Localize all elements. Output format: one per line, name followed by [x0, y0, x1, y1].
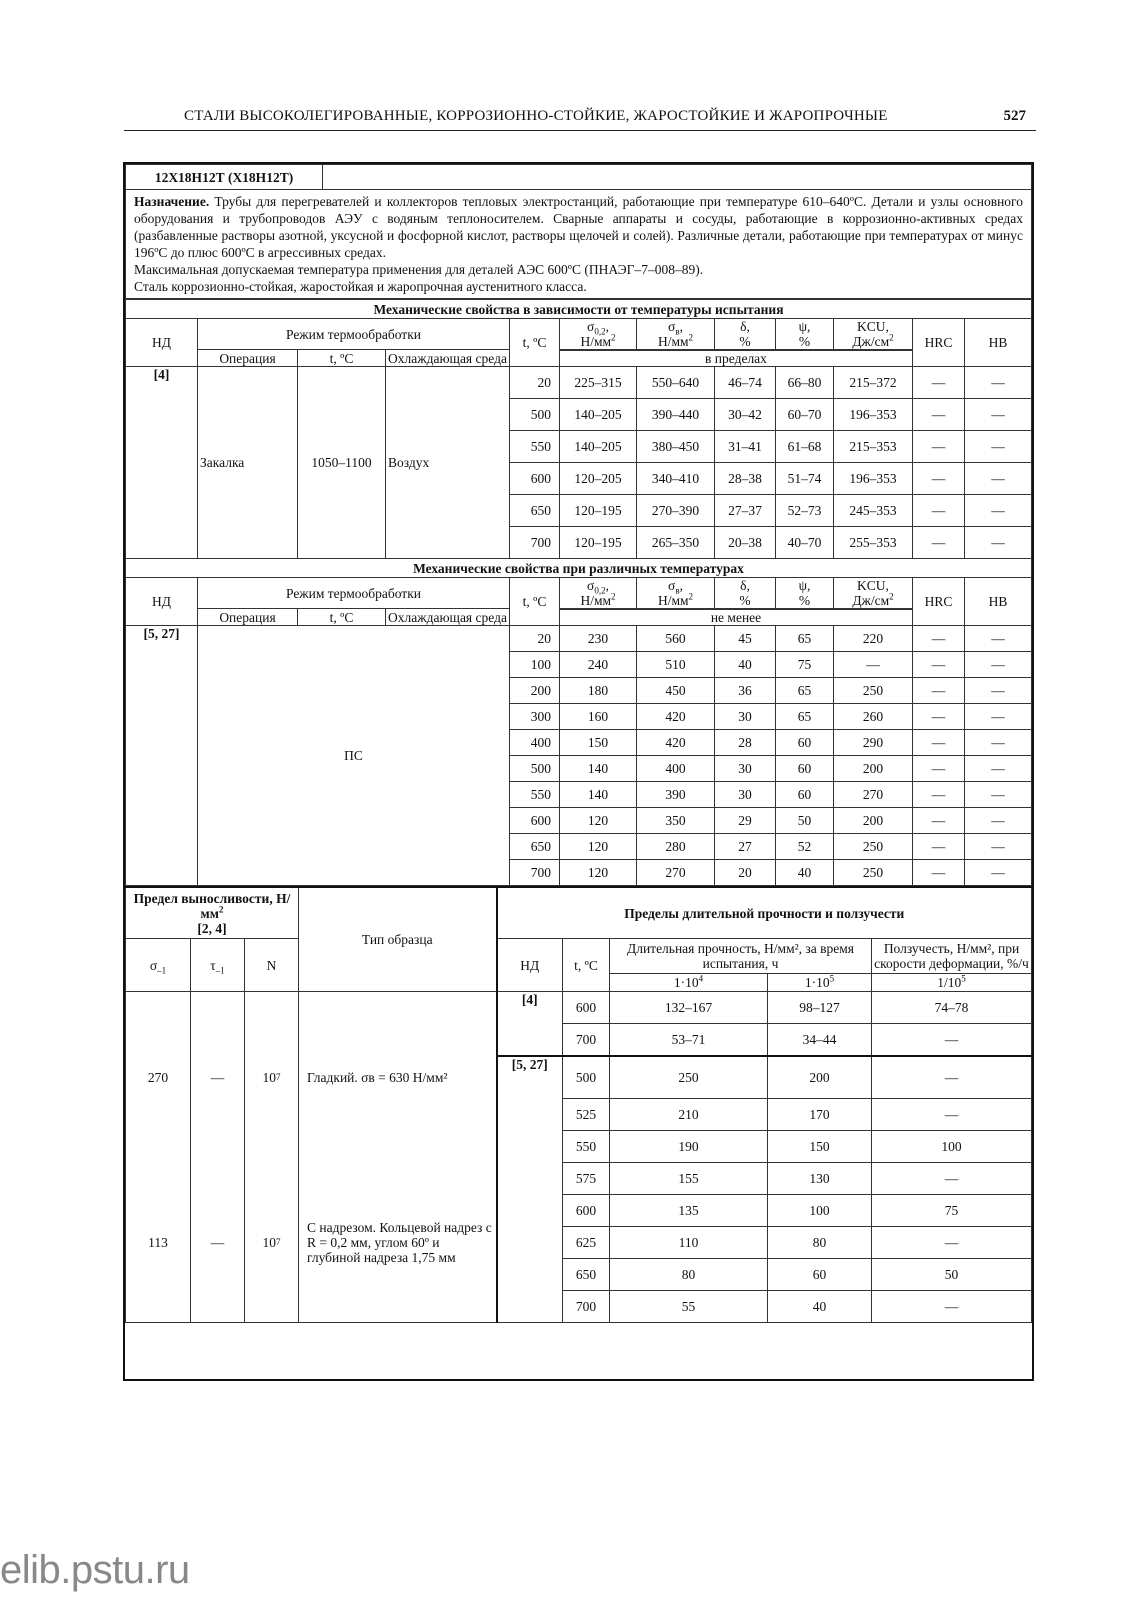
s2-cell: 120 [560, 808, 637, 834]
steel-grade: 12Х18Н12Т (Х18Н12Т) [126, 165, 323, 190]
s3-cell: 80 [610, 1259, 768, 1291]
s3-n: 10 7 10 7 [245, 992, 299, 1323]
s3-cell: 75 [872, 1195, 1032, 1227]
s3-cell: 74–78 [872, 992, 1032, 1024]
h-op: Операция [198, 350, 298, 367]
s1-title: Механические свойства в зависимости от температуры испытания [126, 300, 1032, 319]
s3-cell: 650 [563, 1259, 610, 1291]
s2-cell: — [913, 756, 965, 782]
h-hb: HB [965, 319, 1032, 367]
s2-cell: 40 [715, 652, 776, 678]
s3-cell: 100 [872, 1131, 1032, 1163]
s2-cell: 120 [560, 860, 637, 886]
s1-cell: 28–38 [715, 463, 776, 495]
fatigue-title: Предел выносливости, $Н/мм^2$ [2, 4] [126, 887, 299, 939]
s2-cell: 270 [834, 782, 913, 808]
s1-cell: 215–372 [834, 367, 913, 399]
s2-cell: 30 [715, 756, 776, 782]
h2-delta: δ, % [715, 578, 776, 609]
s1-cell: — [913, 399, 965, 431]
s2-cell: — [965, 834, 1032, 860]
s2-cell: 65 [776, 626, 834, 652]
s1-cell: 120–195 [560, 527, 637, 559]
s3-cell: 700 [563, 1291, 610, 1323]
h-t: t, ºС [298, 350, 386, 367]
s2-cell: 240 [560, 652, 637, 678]
s2-cell: 65 [776, 704, 834, 730]
s2-body [126, 626, 1032, 886]
s2-cell: 65 [776, 678, 834, 704]
s1-cell: — [965, 495, 1032, 527]
s1-cell: 31–41 [715, 431, 776, 463]
h-kcu: KCU, $Дж/см^2$ [834, 319, 913, 350]
s1-cell: — [965, 367, 1032, 399]
h3-header: $1/10^5$ [872, 973, 1032, 991]
s2-nd: [5, 27] [126, 626, 198, 886]
h-delta: δ, % [715, 319, 776, 350]
s2-cell: 250 [834, 834, 913, 860]
h-s02: $\sigma_{0,2}$, $Н/мм^2$ [560, 319, 637, 350]
s2-cell: 120 [560, 834, 637, 860]
s1-cell: 61–68 [776, 431, 834, 463]
s2-cell: — [913, 834, 965, 860]
s2-cell: 700 [510, 860, 560, 886]
h2-cool: Охлаждающая среда [386, 609, 510, 626]
h1-header: $1\cdot 10^4$ [610, 973, 768, 991]
s2-cell: — [913, 860, 965, 886]
s3-cell: 150 [768, 1131, 872, 1163]
s2-cell: 420 [637, 704, 715, 730]
s2-cell: — [965, 782, 1032, 808]
s1-cell: — [965, 527, 1032, 559]
sig-header: $\sigma_{-1}$ [126, 939, 191, 992]
s2-cell: 300 [510, 704, 560, 730]
s3-cell: 98–127 [768, 992, 872, 1024]
s2-cell: 50 [776, 808, 834, 834]
s2-cell: 60 [776, 730, 834, 756]
running-title: СТАЛИ ВЫСОКОЛЕГИРОВАННЫЕ, КОРРОЗИОННО-СТОЙКИЕ, ЖАРОСТОЙКИЕ И ЖАРОПРОЧНЫЕ [184, 108, 888, 124]
s2-cell: — [965, 860, 1032, 886]
s2-cell: — [965, 756, 1032, 782]
watermark: elib.pstu.ru [0, 1548, 190, 1592]
s1-cell: 600 [510, 463, 560, 495]
s2-cell: 60 [776, 756, 834, 782]
s2-cell: 390 [637, 782, 715, 808]
s2-cell: 200 [834, 756, 913, 782]
s3-cell: 130 [768, 1163, 872, 1195]
s3-nd-g1: [4] [497, 992, 563, 1057]
s1-limit: в пределах [560, 351, 913, 367]
s3-cell: 60 [768, 1259, 872, 1291]
s3-cell: 550 [563, 1131, 610, 1163]
s1-cell: 120–205 [560, 463, 637, 495]
s2-cell: 600 [510, 808, 560, 834]
purpose-label: Назначение. [134, 194, 210, 209]
max-temp-text: Максимальная допускаемая температура применения для деталей АЭС 600ºС (ПНАЭГ–7–008–89). [134, 262, 704, 277]
s1-body [126, 367, 1032, 559]
s3-cell: 135 [610, 1195, 768, 1227]
s1-cell: 140–205 [560, 431, 637, 463]
s3-cell: 110 [610, 1227, 768, 1259]
s3-cell: 132–167 [610, 992, 768, 1024]
h2-kcu: KCU, $Дж/см^2$ [834, 578, 913, 609]
s1-cell: 225–315 [560, 367, 637, 399]
s3-cell: 53–71 [610, 1024, 768, 1057]
s3-nd-g2: [5, 27] [497, 1056, 563, 1323]
s2-cell: — [913, 704, 965, 730]
s1-cell: 196–353 [834, 463, 913, 495]
type-header: Тип образца [299, 887, 497, 992]
s3-cell: 34–44 [768, 1024, 872, 1057]
class-text: Сталь коррозионно-стойкая, жаростойкая и жаропрочная аустенитного класса. [134, 279, 587, 294]
s1-cell: — [965, 399, 1032, 431]
s2-cell: 450 [637, 678, 715, 704]
s2-cell: 150 [560, 730, 637, 756]
h2-regime: Режим термообработки [198, 578, 510, 609]
s2-cell: — [834, 652, 913, 678]
h2-sv: $\sigma_в$, $Н/мм^2$ [637, 578, 715, 609]
purpose-text: Трубы для перегревателей и коллекторов тепловых электростанций, работающие при температуре 610–640ºС. Детали и узлы основного оборудования и трубопроводов АЭУ с водяным теплоносителем. Сварные аппараты и сосуды, работающие в коррозионно-активных средах (разбавленные растворы азотной, уксусной и фосфорной кислот, растворы щелочей и солей). Различные детали, работающие при температурах от минус 196ºС до плюс 600ºС в агрессивных средах. [134, 194, 1023, 260]
s2-cell: 290 [834, 730, 913, 756]
s2-title: Механические свойства при различных температурах [126, 559, 1032, 578]
s2-regime: ПС [198, 626, 510, 886]
s3-cell: 210 [610, 1099, 768, 1131]
s1-cell: 550–640 [637, 367, 715, 399]
s2-cell: 400 [510, 730, 560, 756]
s1-cell: — [913, 495, 965, 527]
mech-properties-table [125, 299, 1032, 886]
s1-cell: — [965, 463, 1032, 495]
s2-cell: — [965, 730, 1032, 756]
s1-cell: 46–74 [715, 367, 776, 399]
s3-cell: 190 [610, 1131, 768, 1163]
s1-op: Закалка [198, 367, 298, 559]
s1-cell: — [913, 527, 965, 559]
s2-limit: не менее [560, 610, 913, 626]
s3-cell: 155 [610, 1163, 768, 1195]
s3-cell: 600 [563, 1195, 610, 1227]
s1-cell: 340–410 [637, 463, 715, 495]
t3-header: t, ºС [563, 939, 610, 992]
h-hrc: HRC [913, 319, 965, 367]
s1-cell: 245–353 [834, 495, 913, 527]
s3-body [126, 992, 1032, 1323]
s2-cell: 400 [637, 756, 715, 782]
s1-cell: 380–450 [637, 431, 715, 463]
s3-cell: 625 [563, 1227, 610, 1259]
s3-cell: 55 [610, 1291, 768, 1323]
s1-cell: — [965, 431, 1032, 463]
s1-cell: — [913, 431, 965, 463]
s3-cell: 525 [563, 1099, 610, 1131]
s1-cell: 500 [510, 399, 560, 431]
s1-cell: 650 [510, 495, 560, 527]
s1-cell: 52–73 [776, 495, 834, 527]
s2-cell: 40 [776, 860, 834, 886]
n-header: N [245, 939, 299, 992]
s2-cell: 140 [560, 782, 637, 808]
s2-cell: 60 [776, 782, 834, 808]
s2-cell: 140 [560, 756, 637, 782]
h2-hrc: HRC [913, 578, 965, 626]
s3-cell: 50 [872, 1259, 1032, 1291]
s1-cell: — [913, 367, 965, 399]
s2-cell: 75 [776, 652, 834, 678]
s2-cell: — [913, 652, 965, 678]
s2-row [126, 626, 1032, 652]
s1-cell: — [913, 463, 965, 495]
s2-cell: 160 [560, 704, 637, 730]
s3-cell: 500 [563, 1056, 610, 1099]
h-psi: ψ, % [776, 319, 834, 350]
s2-cell: 260 [834, 704, 913, 730]
s1-cell: 66–80 [776, 367, 834, 399]
s2-cell: 550 [510, 782, 560, 808]
s2-cell: 280 [637, 834, 715, 860]
s2-cell: 180 [560, 678, 637, 704]
strength-header: Длительная прочность, Н/мм², за время испытания, ч [610, 939, 872, 974]
h2-header: $1\cdot 10^5$ [768, 973, 872, 991]
s1-cell: 120–195 [560, 495, 637, 527]
s2-cell: 250 [834, 678, 913, 704]
creep-header: Ползучесть, Н/мм², при скорости деформации, %/ч [872, 939, 1032, 974]
h-cool: Охлаждающая среда [386, 350, 510, 367]
s1-cell: 140–205 [560, 399, 637, 431]
s3-cell: 700 [563, 1024, 610, 1057]
s3-cell: 80 [768, 1227, 872, 1259]
s2-cell: — [913, 782, 965, 808]
s3-cell: 200 [768, 1056, 872, 1099]
h-nd: НД [126, 319, 198, 367]
s1-cell: 30–42 [715, 399, 776, 431]
s2-cell: 30 [715, 704, 776, 730]
s1-cell: 700 [510, 527, 560, 559]
s2-cell: 250 [834, 860, 913, 886]
s2-cell: 52 [776, 834, 834, 860]
s2-cell: 45 [715, 626, 776, 652]
h2-s02: $\sigma_{0,2}$, $Н/мм^2$ [560, 578, 637, 609]
fatigue-creep-table [125, 886, 1032, 1323]
s1-cell: 215–353 [834, 431, 913, 463]
s1-nd: [4] [126, 367, 198, 559]
h2-t: t, ºС [298, 609, 386, 626]
s3-row [126, 992, 1032, 1024]
running-header [124, 108, 1036, 131]
s3-cell: 600 [563, 992, 610, 1024]
h-sv: $\sigma_в$, $Н/мм^2$ [637, 319, 715, 350]
s2-cell: 200 [834, 808, 913, 834]
s2-cell: 560 [637, 626, 715, 652]
s1-cell: 51–74 [776, 463, 834, 495]
s3-cell: 100 [768, 1195, 872, 1227]
s2-cell: — [913, 730, 965, 756]
s2-cell: 500 [510, 756, 560, 782]
nd3-header: НД [497, 939, 563, 992]
s1-cool: Воздух [386, 367, 510, 559]
s1-cell: 40–70 [776, 527, 834, 559]
s2-cell: 350 [637, 808, 715, 834]
title-blank [323, 165, 1032, 190]
s1-cell: 27–37 [715, 495, 776, 527]
s2-cell: 230 [560, 626, 637, 652]
s2-cell: — [965, 808, 1032, 834]
steel-card [123, 162, 1034, 1381]
h2-psi: ψ, % [776, 578, 834, 609]
s2-cell: 420 [637, 730, 715, 756]
s2-cell: — [965, 704, 1032, 730]
s3-cell: 575 [563, 1163, 610, 1195]
s1-cell: 390–440 [637, 399, 715, 431]
s3-type: Гладкий. σв = 630 Н/мм² С надрезом. Кольцевой надрез с R = 0,2 мм, углом 60º и глубиной надреза 1,75 мм [299, 992, 497, 1323]
tau-header: $\tau_{-1}$ [191, 939, 245, 992]
s3-cell: — [872, 1024, 1032, 1057]
s1-cell: 20–38 [715, 527, 776, 559]
s3-cell: 250 [610, 1056, 768, 1099]
s1-row [126, 367, 1032, 399]
s2-cell: 20 [510, 626, 560, 652]
s2-cell: 100 [510, 652, 560, 678]
s1-t: 1050–1100 [298, 367, 386, 559]
s3-cell: 170 [768, 1099, 872, 1131]
s1-cell: 550 [510, 431, 560, 463]
s1-cell: 255–353 [834, 527, 913, 559]
s1-cell: 270–390 [637, 495, 715, 527]
s2-cell: 510 [637, 652, 715, 678]
s2-cell: — [913, 626, 965, 652]
s2-cell: 650 [510, 834, 560, 860]
s1-cell: 196–353 [834, 399, 913, 431]
s3-cell: — [872, 1163, 1032, 1195]
s2-cell: 270 [637, 860, 715, 886]
s2-cell: — [965, 678, 1032, 704]
s2-cell: — [913, 678, 965, 704]
s2-cell: 28 [715, 730, 776, 756]
s2-cell: 27 [715, 834, 776, 860]
s1-cell: 60–70 [776, 399, 834, 431]
h2-op: Операция [198, 609, 298, 626]
s3-cell: — [872, 1291, 1032, 1323]
s3-cell: — [872, 1227, 1032, 1259]
s2-cell: — [965, 626, 1032, 652]
s3-sig: 270 113 [126, 992, 191, 1323]
description [126, 190, 1032, 299]
h-tc: t, ºС [510, 319, 560, 367]
s2-cell: 20 [715, 860, 776, 886]
page-number: 527 [1003, 108, 1026, 124]
intro-table [125, 164, 1032, 299]
s2-cell: — [913, 808, 965, 834]
s3-cell: — [872, 1099, 1032, 1131]
h2-hb: HB [965, 578, 1032, 626]
s3-cell: — [872, 1056, 1032, 1099]
s2-cell: 30 [715, 782, 776, 808]
h2-nd: НД [126, 578, 198, 626]
s2-cell: 220 [834, 626, 913, 652]
s2-cell: — [965, 652, 1032, 678]
s2-cell: 29 [715, 808, 776, 834]
s1-cell: 20 [510, 367, 560, 399]
s2-cell: 200 [510, 678, 560, 704]
s1-cell: 265–350 [637, 527, 715, 559]
long-title: Пределы длительной прочности и ползучести [497, 887, 1032, 939]
s3-cell: 40 [768, 1291, 872, 1323]
h2-tc: t, ºС [510, 578, 560, 626]
s2-cell: 36 [715, 678, 776, 704]
s3-tau: — — [191, 992, 245, 1323]
h-regime: Режим термообработки [198, 319, 510, 350]
